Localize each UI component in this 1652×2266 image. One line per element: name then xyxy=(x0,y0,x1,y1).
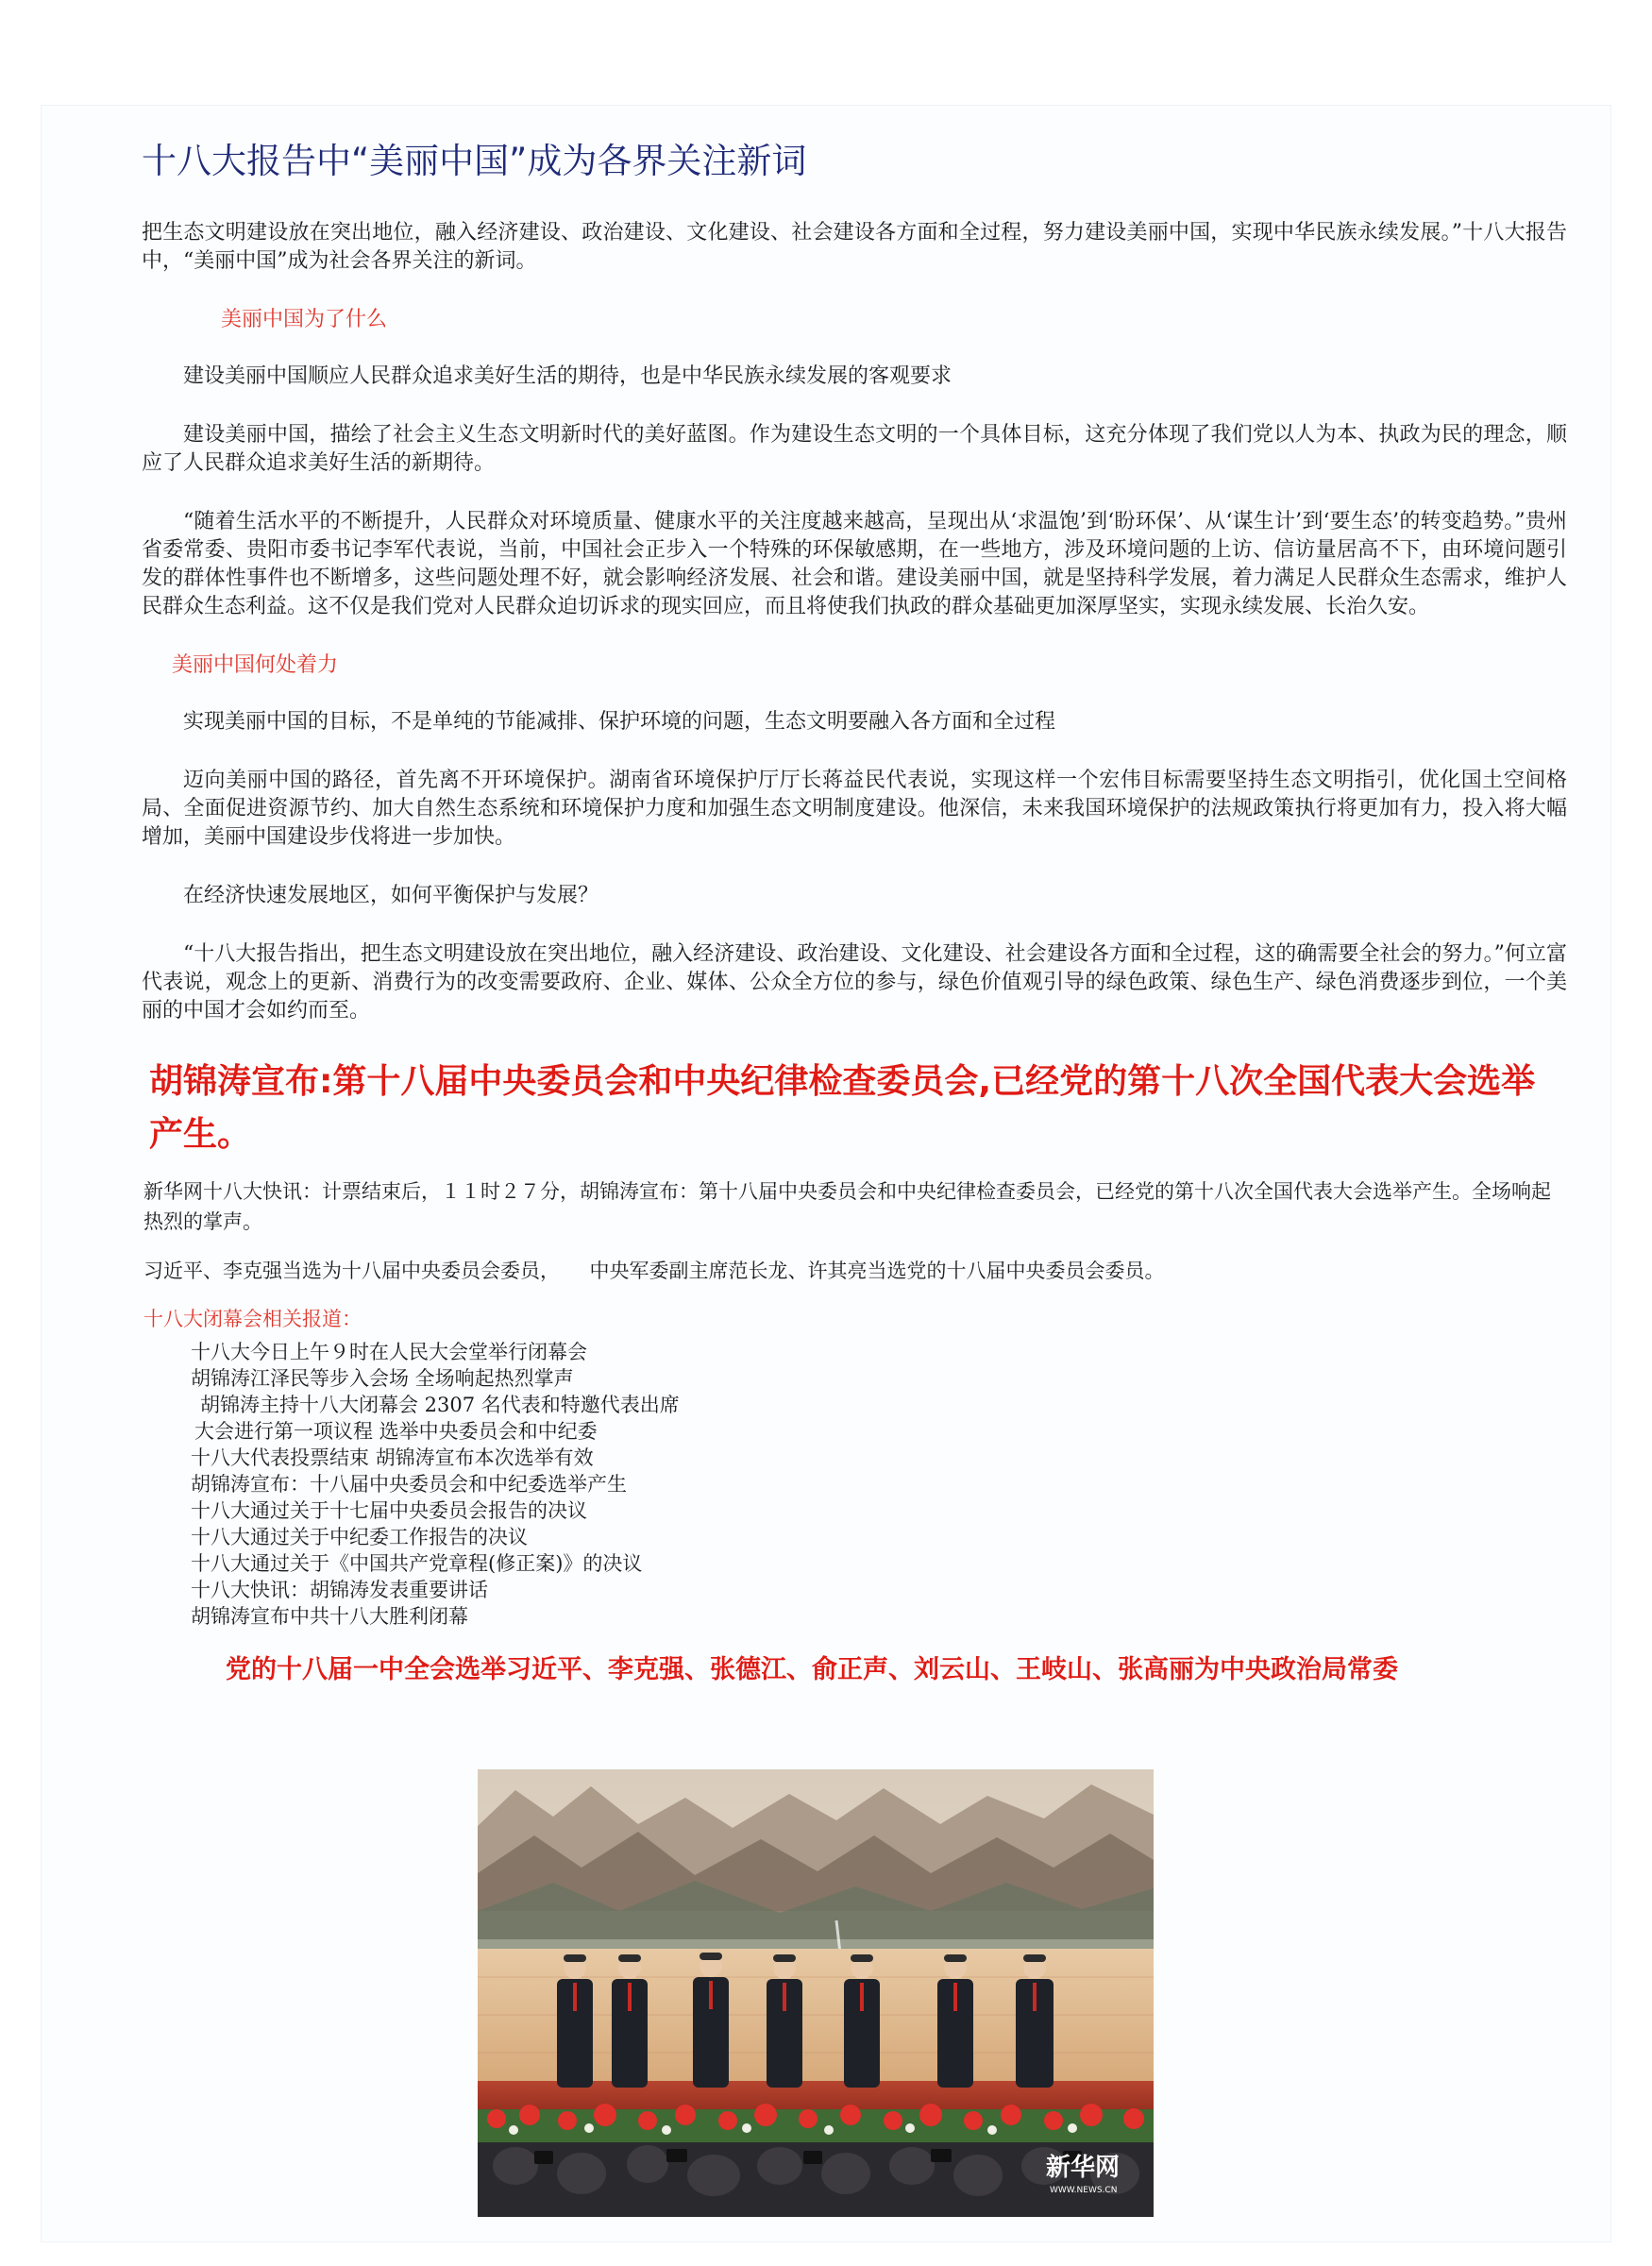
paragraph: “十八大报告指出，把生态文明建设放在突出地位，融入经济建设、政治建设、文化建设、社会建设各方面和全过程，这的确需要全社会的努力。”何立富代表说，观念上的更新、消费行为的改变需要政府、企业、媒体、公众全方位的参与，绿色价值观引导的绿色政策、绿色生产、绿色消费逐步到位，一个美丽的中国才会如约而至。 xyxy=(142,942,1567,1023)
paragraph-question: 在经济快速发展地区，如何平衡保护与发展？ xyxy=(183,884,599,907)
standing-committee-photo xyxy=(478,1769,1154,2217)
article-intro: 把生态文明建设放在突出地位，融入经济建设、政治建设、文化建设、社会建设各方面和全过程，努力建设美丽中国，实现中华民族永续发展。”十八大报告中，“美丽中国”成为社会各界关注的新词。 xyxy=(142,221,1567,273)
document-page xyxy=(42,106,1610,2241)
paragraph: 迈向美丽中国的路径，首先离不开环境保护。湖南省环境保护厅厅长蒋益民代表说，实现这样一个宏伟目标需要坚持生态文明指引，优化国土空间格局、全面促进资源节约、加大自然生态系统和环境保护力度和加强生态文明制度建设。他深信，未来我国环境保护的法规政策执行将更加有力，投入将大幅增加，美丽中国建设步伐将进一步加快。 xyxy=(142,769,1567,849)
watermark-url: WWW.NEWS.CN xyxy=(1050,2186,1118,2195)
related-report-item[interactable]: 胡锦涛主持十八大闭幕会 2307 名代表和特邀代表出席 xyxy=(200,1394,680,1416)
section-heading-where: 美丽中国何处着力 xyxy=(172,653,339,677)
paragraph: “随着生活水平的不断提升，人民群众对环境质量、健康水平的关注度越来越高，呈现出从‘求温饱’到‘盼环保’、从‘谋生计’到‘要生态’的转变趋势。”贵州省委常委、贵阳市委书记李军代表说，当前，中国社会正步入一个特殊的环保敏感期，在一些地方，涉及环境问题的上访、信访量居高不下，由环境问题引发的群体性事件也不断增多，这些问题处理不好，就会影响经济发展、社会和谐。建设美丽中国，就是坚持科学发展，着力满足人民群众生态需求，维护人民群众生态利益。这不仅是我们党对人民群众迫切诉求的现实回应，而且将使我们执政的群众基础更加深厚坚实，实现永续发展、长治久安。 xyxy=(142,510,1567,618)
related-report-item[interactable]: 十八大今日上午９时在人民大会堂举行闭幕会 xyxy=(191,1341,587,1363)
headline-election: 胡锦涛宣布:第十八届中央委员会和中央纪律检查委员会,已经党的第十八次全国代表大会选举产生。 xyxy=(149,1062,1536,1154)
related-report-item[interactable]: 胡锦涛宣布：十八届中央委员会和中纪委选举产生 xyxy=(191,1473,627,1496)
related-report-item[interactable]: 十八大通过关于中纪委工作报告的决议 xyxy=(191,1526,528,1548)
watermark-logo: 新华网 xyxy=(1046,2154,1121,2182)
related-report-item[interactable]: 十八大代表投票结束 胡锦涛宣布本次选举有效 xyxy=(191,1446,594,1469)
document-content xyxy=(94,123,1567,1711)
related-report-item[interactable]: 胡锦涛宣布中共十八大胜利闭幕 xyxy=(191,1605,468,1628)
elected-members-paragraph: 习近平、李克强当选为十八届中央委员会委员， 中央军委副主席范长龙、许其亮当选党的十八届中央委员会委员。 xyxy=(143,1260,1165,1282)
section-lead-why: 建设美丽中国顺应人民群众追求美好生活的期待，也是中华民族永续发展的客观要求 xyxy=(183,364,952,388)
related-report-item[interactable]: 十八大通过关于《中国共产党章程(修正案)》的决议 xyxy=(191,1552,643,1575)
photo-caption: 党的十八届一中全会选举习近平、李克强、张德江、俞正声、刘云山、王岐山、张高丽为中央政治局常委 xyxy=(226,1655,1398,1684)
news-flash-paragraph: 新华网十八大快讯：计票结束后，１１时２７分，胡锦涛宣布：第十八届中央委员会和中央纪律检查委员会，已经党的第十八次全国代表大会选举产生。全场响起热烈的掌声。 xyxy=(143,1180,1551,1233)
related-report-item[interactable]: 大会进行第一项议程 选举中央委员会和中纪委 xyxy=(194,1420,598,1443)
related-report-item[interactable]: 十八大快讯：胡锦涛发表重要讲话 xyxy=(191,1579,488,1601)
paragraph: 建设美丽中国，描绘了社会主义生态文明新时代的美好蓝图。作为建设生态文明的一个具体目标，这充分体现了我们党以人为本、执政为民的理念，顺应了人民群众追求美好生活的新期待。 xyxy=(142,423,1567,475)
section-lead-where: 实现美丽中国的目标，不是单纯的节能减排、保护环境的问题，生态文明要融入各方面和全过程 xyxy=(183,710,1056,734)
related-reports-list xyxy=(191,1339,1567,1630)
article-title: 十八大报告中“美丽中国”成为各界关注新词 xyxy=(142,141,807,181)
related-report-item[interactable]: 十八大通过关于十七届中央委员会报告的决议 xyxy=(191,1499,587,1522)
related-reports-heading: 十八大闭幕会相关报道： xyxy=(143,1308,362,1330)
related-report-item[interactable]: 胡锦涛江泽民等步入会场 全场响起热烈掌声 xyxy=(191,1367,574,1390)
section-heading-why: 美丽中国为了什么 xyxy=(221,308,388,331)
